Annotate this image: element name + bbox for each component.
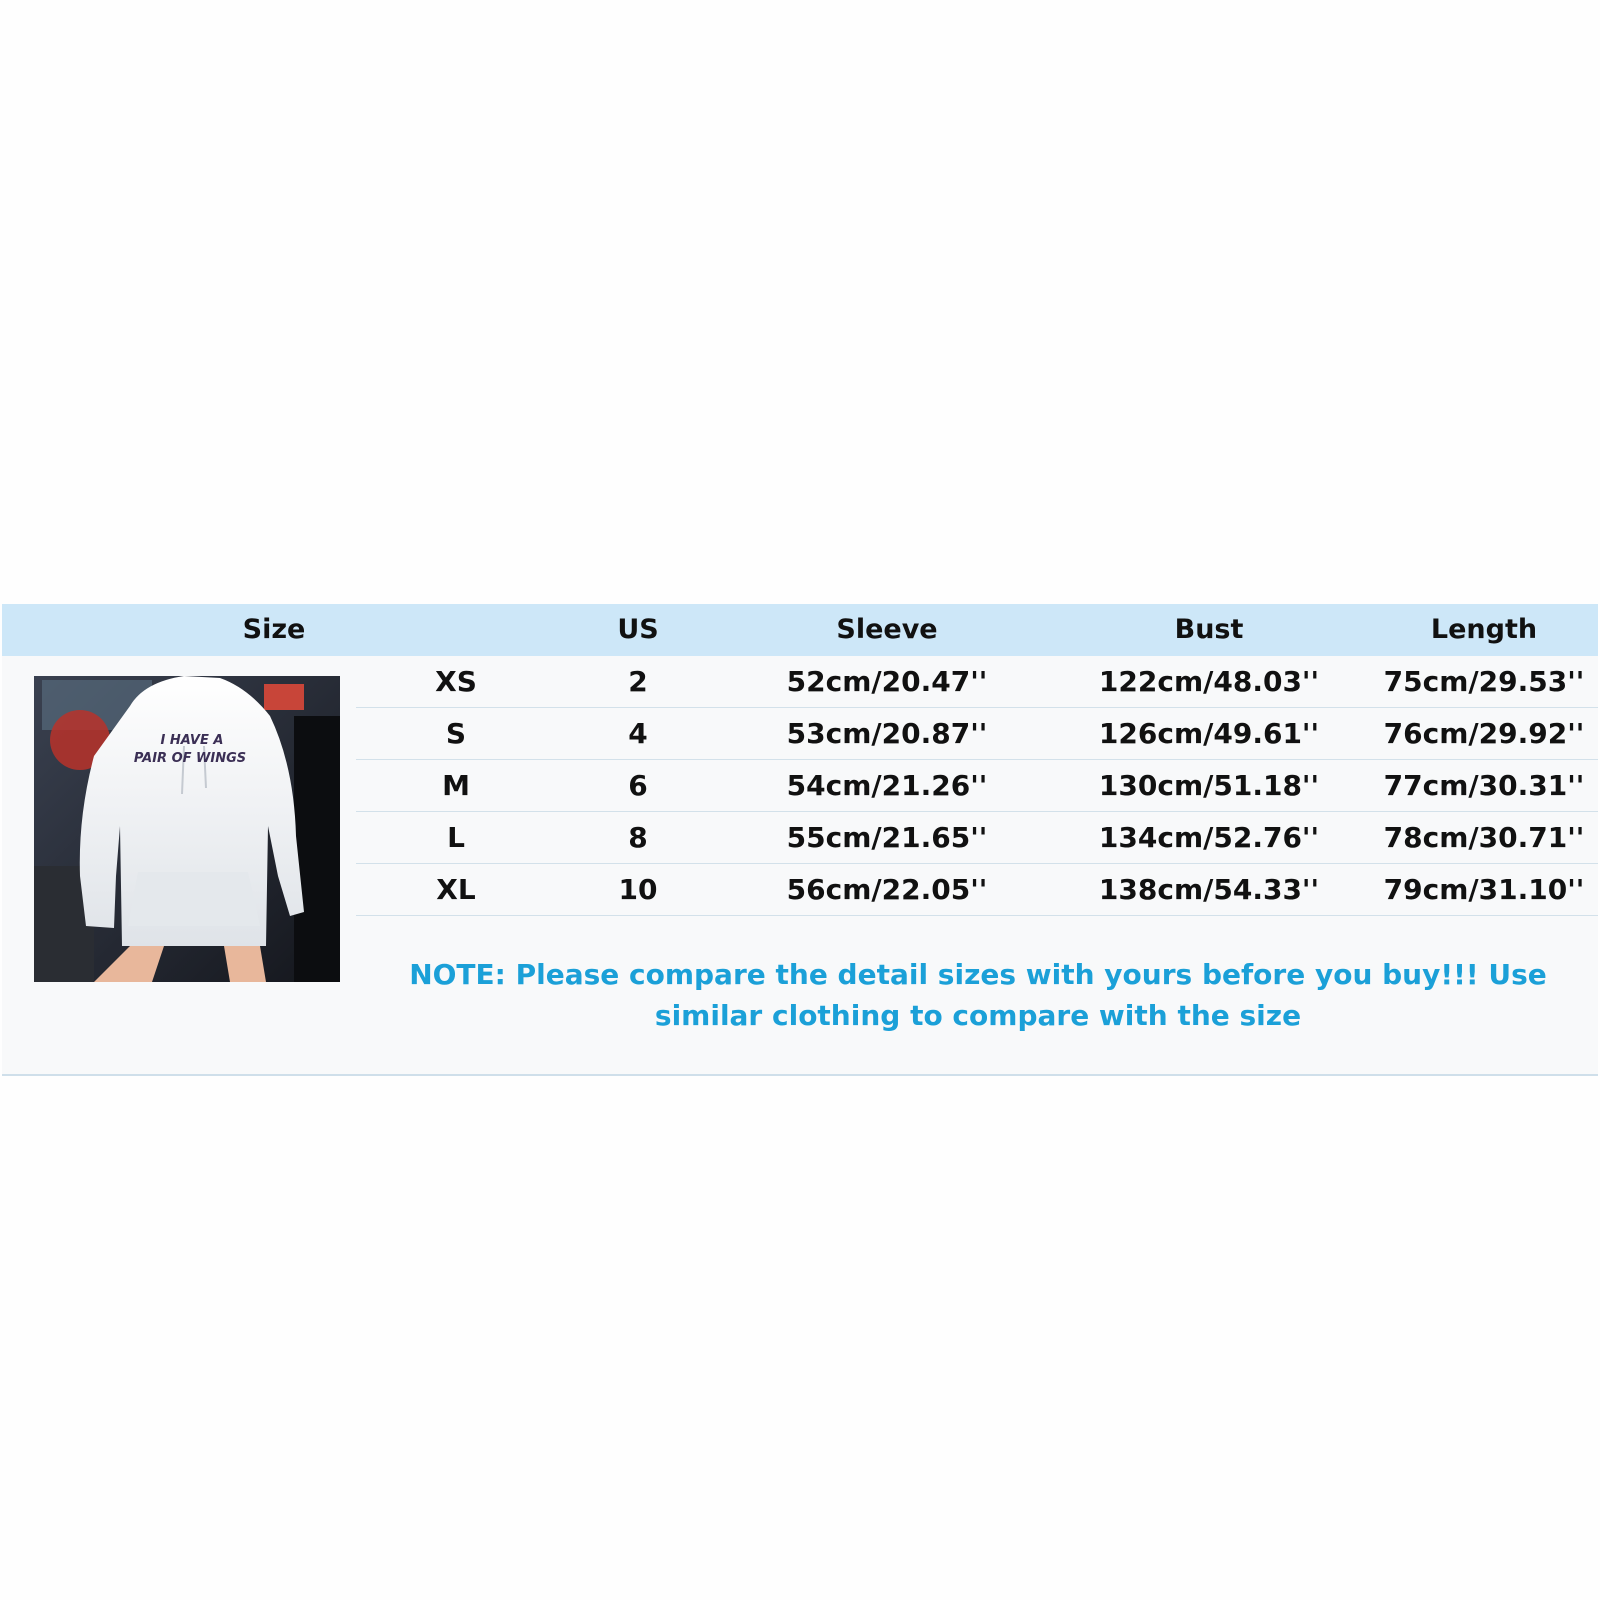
- cell-us: 4: [628, 717, 648, 750]
- cell-length: 79cm/31.10'': [1383, 873, 1585, 906]
- cell-size: S: [445, 717, 467, 750]
- cell-us: 8: [628, 821, 648, 854]
- cell-length: 77cm/30.31'': [1383, 769, 1585, 802]
- print-line1: I HAVE A: [160, 733, 224, 748]
- cell-bust: 130cm/51.18'': [1098, 769, 1320, 802]
- cell-length: 76cm/29.92'': [1383, 717, 1585, 750]
- cell-sleeve: 56cm/22.05'': [786, 873, 988, 906]
- header-bust: Bust: [1174, 614, 1244, 645]
- cell-us: 10: [618, 873, 658, 906]
- header-us: US: [617, 614, 659, 645]
- cell-us: 6: [628, 769, 648, 802]
- cell-sleeve: 54cm/21.26'': [786, 769, 988, 802]
- size-note: NOTE: Please compare the detail sizes with yours before you buy!!! Use similar clothing to compare with the size: [409, 958, 1547, 1032]
- size-chart-header: [2, 604, 1598, 656]
- cell-length: 78cm/30.71'': [1383, 821, 1585, 854]
- cell-bust: 138cm/54.33'': [1098, 873, 1320, 906]
- header-length: Length: [1430, 614, 1538, 645]
- cell-sleeve: 53cm/20.87'': [786, 717, 988, 750]
- cell-size: XS: [435, 665, 477, 698]
- cell-bust: 134cm/52.76'': [1098, 821, 1320, 854]
- cell-sleeve: 52cm/20.47'': [786, 665, 988, 698]
- cell-length: 75cm/29.53'': [1383, 665, 1585, 698]
- cell-us: 2: [628, 665, 648, 698]
- cell-size: L: [447, 821, 465, 854]
- table-row: [356, 760, 1598, 812]
- cell-sleeve: 55cm/21.65'': [786, 821, 988, 854]
- table-row: [356, 656, 1598, 708]
- header-size: Size: [242, 614, 306, 645]
- print-line2: PAIR OF WINGS: [133, 751, 247, 766]
- table-row: [356, 864, 1598, 916]
- cell-size: XL: [436, 873, 476, 906]
- size-chart: [2, 604, 1598, 1076]
- cell-bust: 126cm/49.61'': [1098, 717, 1320, 750]
- cell-bust: 122cm/48.03'': [1098, 665, 1320, 698]
- table-row: [356, 708, 1598, 760]
- table-row: [356, 812, 1598, 864]
- product-photo: [34, 676, 340, 982]
- cell-size: M: [442, 769, 470, 802]
- header-sleeve: Sleeve: [836, 614, 938, 645]
